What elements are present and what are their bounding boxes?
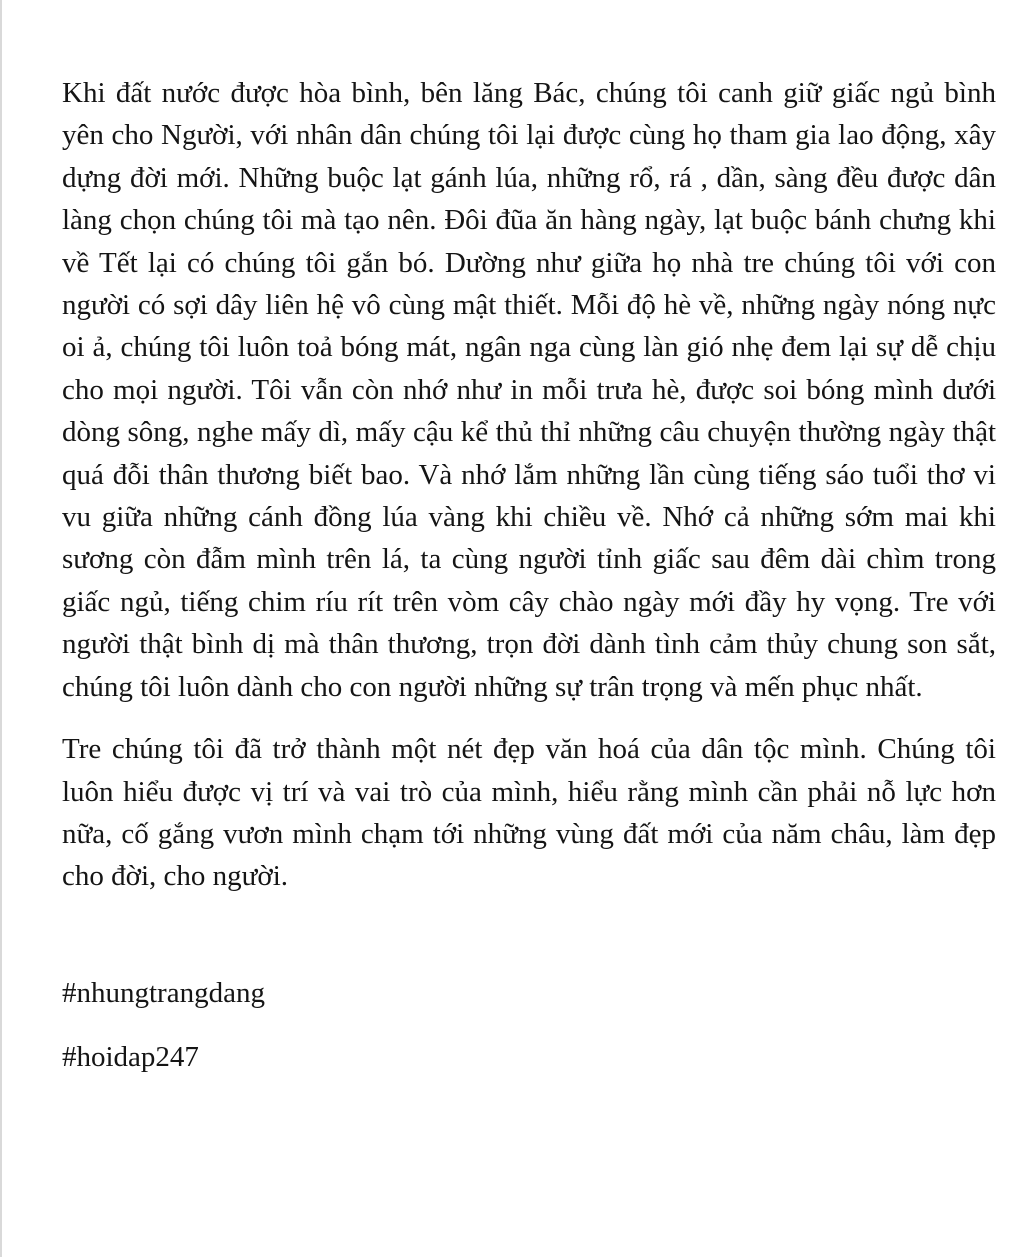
hashtag-list xyxy=(62,972,996,1078)
hashtag-nhungtrangdang: #nhungtrangdang xyxy=(62,976,265,1009)
hashtag-hoidap247: #hoidap247 xyxy=(62,1040,199,1073)
paragraph-2: Tre chúng tôi đã trở thành một nét đẹp văn hoá của dân tộc mình. Chúng tôi luôn hiểu được vị trí và vai trò của mình, hiểu rằng mình cần phải nỗ lực hơn nữa, cố gắng vươn mình chạm tới những vùng đất mới của năm châu, làm đẹp cho đời, cho người. xyxy=(62,733,996,893)
paragraph-1: Khi đất nước được hòa bình, bên lăng Bác, chúng tôi canh giữ giấc ngủ bình yên cho Người, với nhân dân chúng tôi lại được cùng họ tham gia lao động, xây dựng đời mới. Những buộc lạt gánh lúa, những rổ, rá , dần, sàng đều được dân làng chọn chúng tôi mà tạo nên. Đôi đũa ăn hàng ngày, lạt buộc bánh chưng khi về Tết lại có chúng tôi gắn bó. Dường như giữa họ nhà tre chúng tôi với con người có sợi dây liên hệ vô cùng mật thiết. Mỗi độ hè về, những ngày nóng nực oi ả, chúng tôi luôn toả bóng mát, ngân nga cùng làn gió nhẹ đem lại sự dễ chịu cho mọi người. Tôi vẫn còn nhớ như in mỗi trưa hè, được soi bóng mình dưới dòng sông, nghe mấy dì, mấy cậu kể thủ thỉ những câu chuyện thường ngày thật quá đỗi thân thương biết bao. Và nhớ lắm những lần cùng tiếng sáo tuổi thơ vi vu giữa những cánh đồng lúa vàng khi chiều về. Nhớ cả những sớm mai khi sương còn đẫm mình trên lá, ta cùng người tỉnh giấc sau đêm dài chìm trong giấc ngủ, tiếng chim ríu rít trên vòm cây chào ngày mới đầy hy vọng. Tre với người thật bình dị mà thân thương, trọn đời dành tình cảm thủy chung son sắt, chúng tôi luôn dành cho con người những sự trân trọng và mến phục nhất. xyxy=(62,77,996,703)
document-body xyxy=(62,72,996,1078)
